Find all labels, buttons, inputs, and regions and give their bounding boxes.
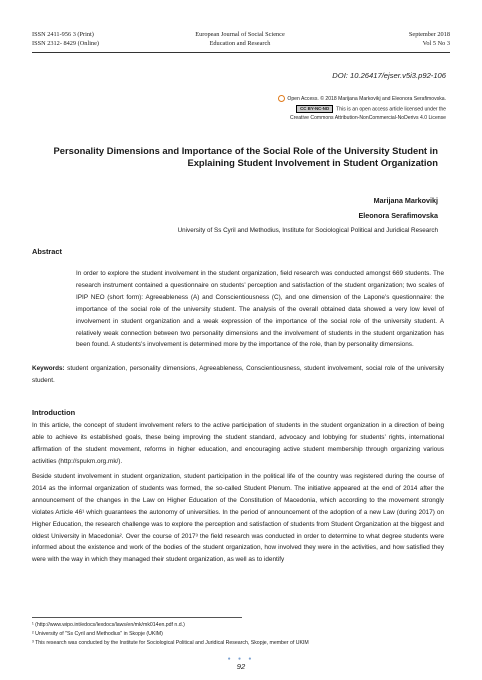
issue-info	[409, 31, 450, 48]
journal-line1: European Journal of Social Science	[195, 31, 285, 38]
issn-online: ISSN 2312- 8429 (Online)	[32, 39, 99, 47]
header-rule	[32, 52, 450, 53]
abstract-body: In order to explore the student involvement in the student organization, field research was conducted amongst 669 students. The research instrument contained a questionnaire on students’ perception and satisfaction of the student organization; two scales of IPIP NEO (short form): Agreeableness (A) and Conscientiousness (C), and one dimension of the Lapone’s questionnaire: the importance of the social role of the university student. The analysis of the overall obtained data showed a very low level of involvement in student organization and a weak expression of the importance of the social role of the university student. A relatively weak connection between two personality dimensions and the involvement of students in the student organization has been found. A students’s involvement is determined more by the importance of the role, than by personality dimensions.	[76, 270, 444, 349]
affiliation: University of Ss Cyril and Methodius, Institute for Sociological Political and Juridical Research	[177, 227, 438, 234]
title-line1: Personality Dimensions and Importance of the Social Role of the University Student in	[53, 145, 438, 156]
page-number: 92	[236, 662, 246, 671]
author-2: Eleonora Serafimovska	[358, 211, 438, 220]
open-access-icon	[278, 95, 285, 102]
open-access-line1: Open Access. © 2018 Marijana Markovikj and Eleonora Serafimovska.	[287, 96, 446, 102]
footnote-2: ² University of "Ss Cyril and Methodius" in Skopje (UKIM)	[32, 631, 163, 637]
issn-block	[32, 31, 99, 48]
open-access-line2: This is an open access article licensed under the	[336, 105, 446, 112]
intro-paragraph-1: In this article, the concept of student involvement refers to the active participation of students in the student organization in a direction of being able to achieve its established goals, these being improving the student standard, advocacy and lobbying for students’ rights, international affirmation of the student movement, reforms in higher education, and encouraging active student membership through organizing various activities (http://spukm.org.mk/).	[32, 422, 444, 465]
footnote-rule	[32, 617, 242, 618]
open-access-notice	[226, 95, 446, 124]
footnote-3: ³ This research was conducted by the Institute for Sociological Political and Juridical Research, Skopje, member of UKIM	[32, 640, 309, 646]
issue-volume: Vol 5 No 3	[422, 39, 450, 47]
open-access-line3: Creative Commons Attribution-NonCommercial-NoDerivs 4.0 License	[290, 115, 446, 122]
author-1: Marijana Markovikj	[373, 196, 438, 205]
introduction-heading: Introduction	[32, 408, 76, 417]
intro-paragraph-2: Beside student involvement in student organization, student participation in the political life of the country was registered during the course of 2014 as the informal organization of students was formed, the so-called Student Plenum. The initiative appeared at the end of 2014 after the announcement of the changes in the Law on Higher Education of the Constitution of Macedonia, which according to the movement strongly violates Article 46¹ which guarantees the autonomy of universities. In the period of announcement of the adoption of a new Law (during 2017) on Higher Education, the research challenge was to explore the perception and satisfaction of students from Student Organization at the biggest and oldest University in Macedonia². Over the course of 2017³ the field research was conducted in order to determine to what degree students were informed about the existence and work of the bodies of the student organization, how involved they were in the activities, and how satisfied they were with the way in which they managed their student organization, as well as to identify	[32, 473, 444, 564]
page-dots-ornament: ● ● ●	[227, 656, 255, 662]
footnote-1: ¹ (http://www.wipo.int/edocs/lexdocs/laws/en/mk/mk014en.pdf n.d.)	[32, 622, 185, 628]
issn-print: ISSN 2411-956 3 (Print)	[32, 31, 94, 38]
cc-license-badge[interactable]: CC BY-NC-ND	[296, 105, 333, 113]
keywords-label: Keywords:	[32, 365, 65, 372]
journal-line2: Education and Research	[209, 39, 271, 47]
issue-date: September 2018	[408, 31, 450, 38]
keywords-text: student organization, personality dimensions, Agreeableness, Conscientiousness, student involvement, social role of the university student.	[32, 365, 444, 384]
title-line2: Explaining Student Involvement in Student Organization	[187, 157, 438, 169]
journal-name	[150, 31, 330, 48]
abstract-heading: Abstract	[32, 247, 62, 256]
paper-title	[52, 145, 438, 170]
doi[interactable]: DOI: 10.26417/ejser.v5i3.p92-106	[332, 71, 446, 80]
keywords	[32, 363, 444, 387]
